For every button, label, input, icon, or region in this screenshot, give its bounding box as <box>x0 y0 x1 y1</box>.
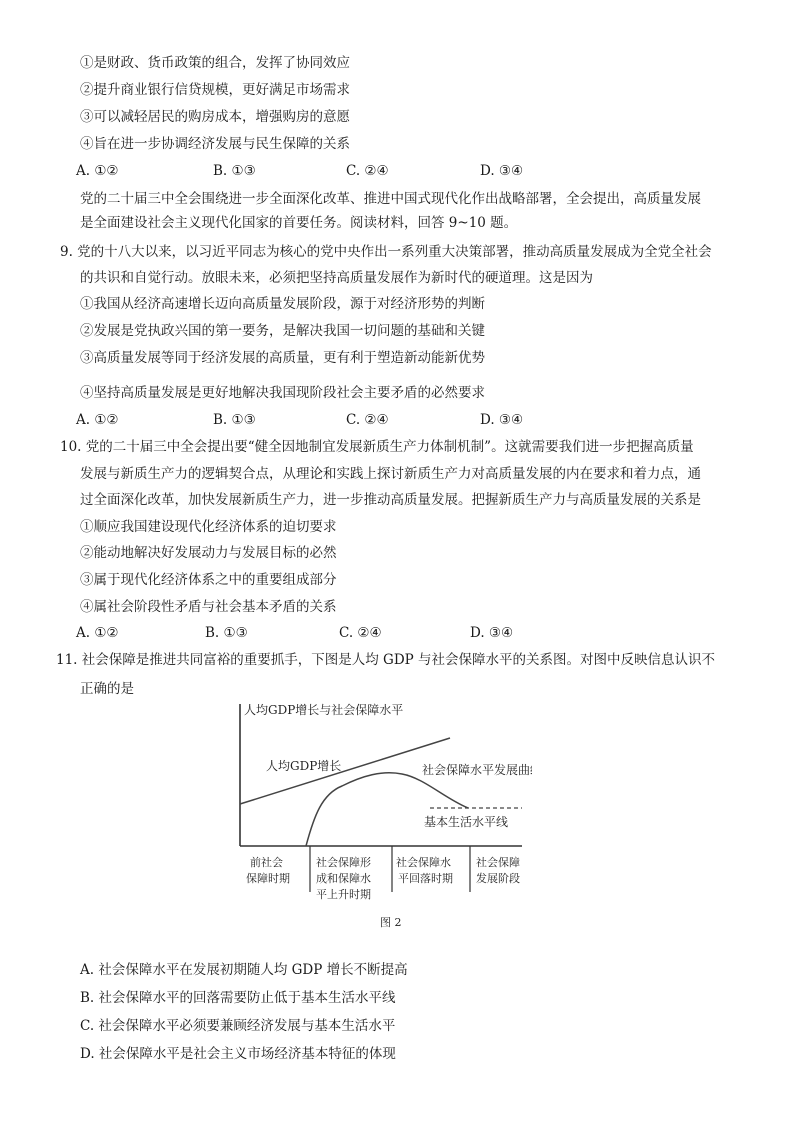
q11-option-c: C. 社会保障水平必须要兼顾经济发展与基本生活水平 <box>80 1018 396 1034</box>
period-label-4: 社会保障 发展阶段 <box>476 856 520 885</box>
social-security-curve-label: 社会保障水平发展曲线 <box>422 763 532 777</box>
q9-choice-c: C. ②④ <box>346 412 389 428</box>
q11-option-a: A. 社会保障水平在发展初期随人均 GDP 增长不断提高 <box>80 962 408 978</box>
intro-line-1: 党的二十届三中全会围绕进一步全面深化改革、推进中国式现代化作出战略部署，全会提出，高质量发展 <box>80 191 701 207</box>
q11-option-d: D. 社会保障水平是社会主义市场经济基本特征的体现 <box>80 1046 396 1062</box>
q8-choice-d: D. ③④ <box>480 163 524 179</box>
q11-option-b: B. 社会保障水平的回落需要防止低于基本生活水平线 <box>80 990 396 1006</box>
social-security-curve <box>306 773 468 846</box>
q10-stem-line-2: 发展与新质生产力的逻辑契合点，从理论和实践上探讨新质生产力对高质量发展的内在要求和着力点，通 <box>80 466 701 482</box>
q10-option-2: ②能动地解决好发展动力与发展目标的必然 <box>80 545 337 561</box>
q10-option-1: ①顺应我国建设现代化经济体系的迫切要求 <box>80 519 337 535</box>
q9-choice-b: B. ①③ <box>213 412 256 428</box>
figure-caption: 图 2 <box>380 916 402 929</box>
q8-option-1: ①是财政、货币政策的组合，发挥了协同效应 <box>80 55 350 71</box>
period-label-3: 社会保障水 平回落时期 <box>396 856 453 885</box>
q10-choice-b: B. ①③ <box>205 625 248 641</box>
q9-stem-line-2: 的共识和自觉行动。放眼未来，必须把坚持高质量发展作为新时代的硬道理。这是因为 <box>80 270 593 286</box>
intro-line-2: 是全面建设社会主义现代化国家的首要任务。阅读材料，回答 9~10 题。 <box>80 215 518 231</box>
gdp-social-security-figure <box>232 698 532 938</box>
gdp-growth-label: 人均GDP增长 <box>266 759 342 773</box>
q9-option-3: ③高质量发展等同于经济发展的高质量，更有利于塑造新动能新优势 <box>80 350 485 366</box>
q9-option-1: ①我国从经济高速增长迈向高质量发展阶段，源于对经济形势的判断 <box>80 296 485 312</box>
q8-option-4: ④旨在进一步协调经济发展与民生保障的关系 <box>80 136 350 152</box>
q10-option-4: ④属社会阶段性矛盾与社会基本矛盾的关系 <box>80 599 337 615</box>
q9-stem-line-1: 9. 党的十八大以来，以习近平同志为核心的党中央作出一系列重大决策部署，推动高质量发展成为全党全社会 <box>60 244 712 260</box>
q10-stem-line-3: 过全面深化改革，加快发展新质生产力，进一步推动高质量发展。把握新质生产力与高质量发展的关系是 <box>80 492 701 508</box>
q9-option-4: ④坚持高质量发展是更好地解决我国现阶段社会主要矛盾的必然要求 <box>80 385 485 401</box>
q8-choice-c: C. ②④ <box>346 163 389 179</box>
q8-choice-b: B. ①③ <box>213 163 256 179</box>
q8-choice-a: A. ①② <box>76 163 119 179</box>
q9-choice-a: A. ①② <box>76 412 119 428</box>
y-axis-title: 人均GDP增长与社会保障水平 <box>244 703 404 717</box>
period-label-1: 前社会 保障时期 <box>246 856 290 885</box>
baseline-label: 基本生活水平线 <box>424 815 509 829</box>
q10-choice-d: D. ③④ <box>470 625 514 641</box>
q8-option-3: ③可以减轻居民的购房成本，增强购房的意愿 <box>80 109 350 125</box>
q9-choice-d: D. ③④ <box>480 412 524 428</box>
q10-stem-line-1: 10. 党的二十届三中全会提出要“健全因地制宜发展新质生产力体制机制”。这就需要我们进一步把握高质量 <box>60 439 694 455</box>
period-label-2: 社会保障形 成和保障水 平上升时期 <box>316 856 371 901</box>
q10-choice-c: C. ②④ <box>339 625 382 641</box>
q10-choice-a: A. ①② <box>76 625 119 641</box>
q11-stem-line-2: 正确的是 <box>80 681 134 697</box>
q9-option-2: ②发展是党执政兴国的第一要务，是解决我国一切问题的基础和关键 <box>80 323 485 339</box>
q11-stem-line-1: 11. 社会保障是推进共同富裕的重要抓手，下图是人均 GDP 与社会保障水平的关系图。对图中反映信息认识不 <box>56 652 716 668</box>
q8-option-2: ②提升商业银行信贷规模，更好满足市场需求 <box>80 82 350 98</box>
figure-svg <box>232 698 532 938</box>
q10-option-3: ③属于现代化经济体系之中的重要组成部分 <box>80 572 337 588</box>
